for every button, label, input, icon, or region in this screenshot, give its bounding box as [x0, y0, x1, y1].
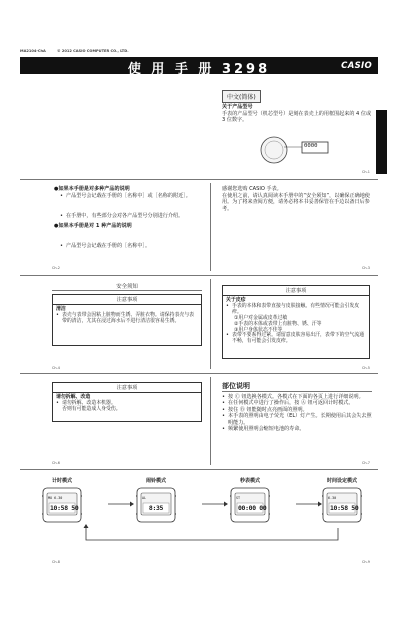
skin-cause-2: ②手表的本体或表带上有脏物、锈、汗等: [234, 320, 322, 327]
multi-model-bullet-1: • 产品型号会记载在手册的［名称中］或［名称的附近］。: [60, 193, 200, 199]
page-id-4: Ch-4: [52, 366, 60, 370]
watch-display-small-1: AL: [142, 496, 147, 500]
disassembly-bullet-2: 否则有可能造成人身受伤。: [62, 405, 121, 412]
safety-title: 安全须知: [116, 284, 138, 290]
safety-box-header: 注意事项: [53, 295, 201, 305]
header-copyright: © 2012 CASIO COMPUTER CO., LTD.: [57, 49, 129, 53]
mode-label-2: 秒表模式: [239, 478, 260, 484]
skin-subhead: 关于皮疹: [226, 297, 246, 303]
page-id-3: Ch-3: [362, 266, 370, 270]
parts-bullet-4: • 本手表的照明由电子荧光（EL）灯产生。长期使用后其会失去照明能力。: [222, 413, 372, 426]
about-model-text: 手表的产品型号（机芯型号）是刻在表壳上的用框围起来的 4 位或 3 位数字。: [222, 111, 372, 124]
manual-title: 使 用 手 册 3298: [127, 62, 271, 77]
cleaning-subhead: 清洁: [56, 306, 66, 312]
parts-bullet-3: • 按住 Ⓑ 钮能随时点亮画面的照明。: [222, 407, 372, 413]
model-number-box: 0000: [304, 143, 318, 149]
skin-cause-3: ③用户身体状态不佳等: [234, 326, 283, 333]
page-id-9: Ch-9: [362, 560, 370, 564]
parts-bullet-1: • 按 Ⓒ 钮选换各模式。各模式在下面的各页上进行详细说明。: [222, 394, 372, 400]
mode-label-3: 时间设定模式: [326, 478, 357, 484]
disassembly-box-header: 注意事项: [53, 383, 201, 393]
skin-box-header: 注意事项: [223, 286, 369, 296]
parts-title: 部位说明: [222, 382, 250, 390]
watch-display-small-3: 6-30: [328, 496, 337, 500]
mode-label-0: 计时模式: [51, 478, 72, 484]
page-id-6: Ch-6: [52, 461, 60, 465]
language-chip: 中文(简体): [222, 90, 261, 103]
single-model-heading: ●如果本手册是对 1 种产品的说明: [54, 223, 132, 229]
skin-bullet-2: • 表带不要系得过紧。请留意皮肤容易出汗，表带下的空气流通不畅，有可能会引发皮疹。: [226, 333, 366, 345]
intro-greeting: 感谢您选购 CASIO 手表。: [222, 186, 282, 192]
watch-display-digits-0: 10:58 50: [50, 504, 79, 512]
watch-display-small-2: ST: [236, 496, 241, 500]
about-model-heading: 关于产品型号: [222, 104, 253, 110]
multi-model-bullet-2: • 在手册中，有些部分会对各产品型号分别进行介绍。: [60, 213, 200, 219]
single-model-bullet-1: • 产品型号会记载在手册的［名称中］。: [60, 243, 200, 249]
multi-model-heading: ●如果本手册是对多种产品的说明: [54, 186, 130, 192]
watch-display-digits-2: 00:00 00: [238, 504, 267, 512]
skin-cause-1: ①用户对金属或皮革过敏: [234, 314, 288, 321]
page-id-5: Ch-5: [362, 366, 370, 370]
mode-label-1: 闹铃模式: [145, 478, 166, 484]
watch-display-digits-3: 10:58 50: [330, 504, 359, 512]
page-id-1: Ch-1: [362, 170, 370, 174]
skin-bullet-1: • 手表的本体和表带直接与皮肤接触。有些情况可能会引发皮疹。: [226, 304, 366, 316]
cleaning-text: • 表壳与表带会因粘上脏物而生锈、弄脏衣物。请保持表壳与表带的清洁，尤其在浸过海水后不进行清洁很容易生锈。: [56, 313, 198, 325]
intro-text: 在使用之前，请认真阅读本手册中的“安全须知”，以确保正确地使用。为了将来查阅方便，请务必将本书妥善保管在手边以备日后参考。: [222, 193, 370, 212]
casio-logo: CASIO: [341, 61, 372, 71]
watch-display-small-0: MO 6-30: [48, 496, 63, 500]
header-code: MA2104-ChA: [20, 49, 46, 53]
parts-bullet-2: • 在任何模式中进行了操作后，按 Ⓐ 钮可返回计时模式。: [222, 400, 372, 406]
page-id-2: Ch-2: [52, 266, 60, 270]
disassembly-bullet-1: • 请勿拆解、改造本机器。: [56, 401, 198, 407]
page-id-7: Ch-7: [362, 461, 370, 465]
page-id-8: Ch-8: [52, 560, 60, 564]
watch-display-digits-1: 8:35: [148, 504, 164, 512]
disassembly-subhead: 请勿拆解、改造: [56, 394, 91, 400]
parts-bullet-5: • 频繁使用照明会缩短电池的寿命。: [222, 426, 372, 432]
